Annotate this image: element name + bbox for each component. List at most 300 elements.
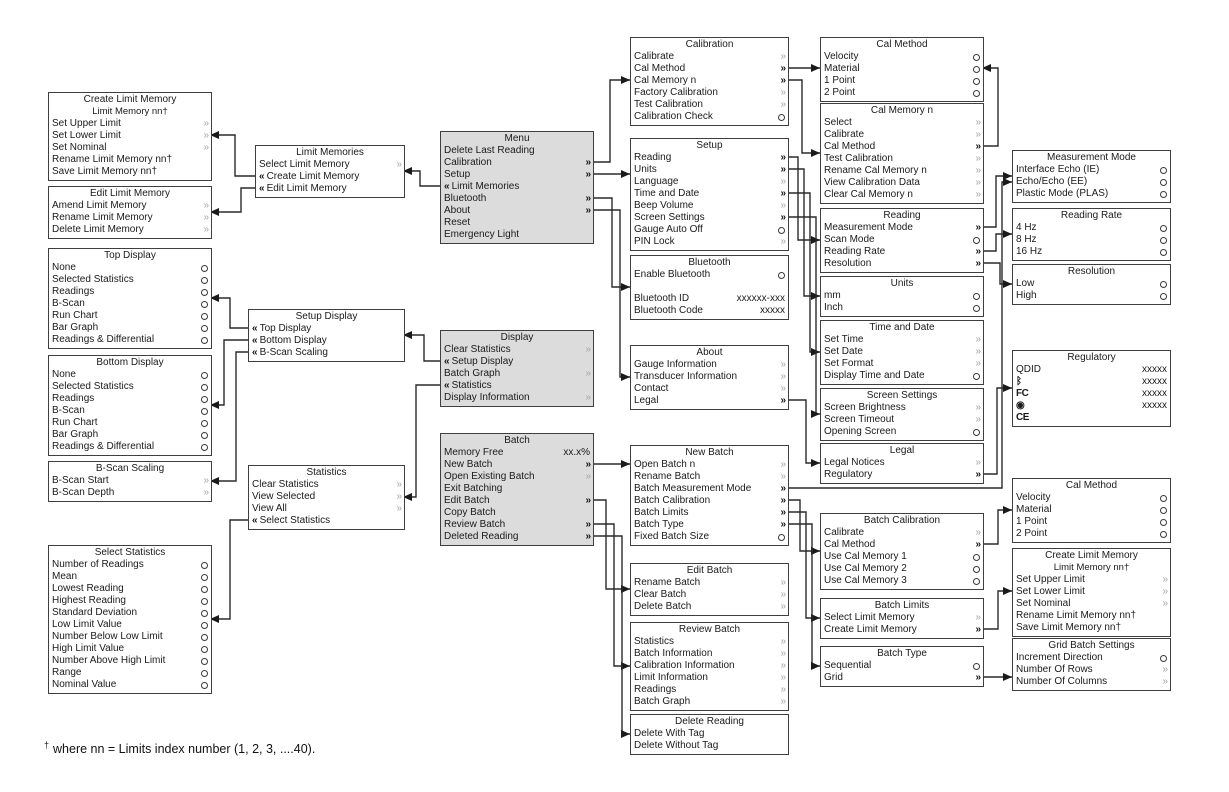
item-label: Set Format bbox=[824, 358, 874, 369]
screen-chevron-icon: » bbox=[975, 334, 980, 345]
item-label: Beep Volume bbox=[634, 200, 694, 211]
menu-item bbox=[631, 99, 788, 111]
item-label: mm bbox=[824, 290, 841, 301]
item-label: Select Statistics bbox=[259, 515, 331, 526]
screen-chevron-icon: » bbox=[203, 200, 208, 211]
item-label: Calibration Information bbox=[634, 660, 735, 671]
item-label: View All bbox=[252, 503, 287, 514]
connector bbox=[982, 510, 1012, 544]
menu-item bbox=[821, 575, 983, 587]
connector bbox=[210, 352, 248, 481]
connector bbox=[982, 68, 998, 146]
connector bbox=[787, 80, 820, 153]
menu-item bbox=[256, 183, 404, 195]
menu-item bbox=[821, 246, 983, 258]
radio-icon bbox=[201, 670, 208, 677]
box-reading-rate bbox=[1012, 208, 1171, 261]
item-label: Set Nominal bbox=[52, 142, 107, 153]
item-label: Fixed Batch Size bbox=[634, 531, 710, 542]
menu-item bbox=[441, 181, 593, 193]
box-title: Time and Date bbox=[869, 322, 935, 333]
item-value: xxxxx bbox=[1142, 400, 1167, 411]
box-title: About bbox=[696, 347, 723, 358]
box-title: Setup bbox=[696, 140, 723, 151]
menu-item bbox=[821, 402, 983, 414]
menu-item bbox=[631, 75, 788, 87]
item-label: QDID bbox=[1016, 364, 1041, 375]
radio-icon bbox=[973, 293, 980, 300]
box-cal-method-2 bbox=[1012, 478, 1171, 543]
box-title: Regulatory bbox=[1067, 352, 1116, 363]
menu-item bbox=[631, 152, 788, 164]
item-label: Cal Method bbox=[824, 539, 876, 550]
menu-item bbox=[821, 141, 983, 153]
item-label: Edit Batch bbox=[444, 495, 490, 506]
radio-icon bbox=[1160, 281, 1167, 288]
menu-item bbox=[631, 601, 788, 613]
submenu-chevron-icon: » bbox=[975, 246, 980, 257]
item-label: Set Date bbox=[824, 346, 863, 357]
menu-item bbox=[631, 164, 788, 176]
radio-icon bbox=[1160, 495, 1167, 502]
screen-chevron-icon: » bbox=[780, 359, 785, 370]
item-label: Setup bbox=[444, 169, 471, 180]
menu-item bbox=[49, 393, 211, 405]
menu-item bbox=[631, 281, 788, 293]
connector bbox=[210, 340, 248, 405]
submenu-chevron-icon: » bbox=[780, 212, 785, 223]
item-label: Reading Rate bbox=[824, 246, 886, 257]
menu-item bbox=[256, 159, 404, 171]
screen-chevron-icon: » bbox=[203, 475, 208, 486]
back-chevron-icon: « bbox=[259, 171, 264, 182]
menu-item bbox=[1013, 412, 1170, 424]
item-label: Select bbox=[824, 117, 852, 128]
screen-chevron-icon: » bbox=[203, 130, 208, 141]
item-label: Display Information bbox=[444, 392, 530, 403]
screen-chevron-icon: » bbox=[780, 684, 785, 695]
box-title: Bottom Display bbox=[96, 357, 164, 368]
menu-item bbox=[631, 200, 788, 212]
menu-item bbox=[821, 51, 983, 63]
screen-chevron-icon: » bbox=[396, 503, 401, 514]
menu-item bbox=[821, 563, 983, 575]
box-title: Delete Reading bbox=[675, 716, 744, 727]
item-label: Deleted Reading bbox=[444, 531, 519, 542]
menu-item bbox=[249, 515, 404, 527]
radio-icon bbox=[1160, 293, 1167, 300]
item-label: Calibrate bbox=[824, 129, 865, 140]
item-label: View Selected bbox=[252, 491, 316, 502]
item-label: Clear Batch bbox=[634, 589, 687, 600]
screen-chevron-icon: » bbox=[975, 189, 980, 200]
radio-icon bbox=[1160, 249, 1167, 256]
screen-chevron-icon: » bbox=[780, 87, 785, 98]
screen-chevron-icon: » bbox=[780, 99, 785, 110]
item-label: Screen Settings bbox=[634, 212, 705, 223]
item-label: Bar Graph bbox=[52, 429, 99, 440]
item-label: Use Cal Memory 1 bbox=[824, 551, 907, 562]
submenu-chevron-icon: » bbox=[780, 395, 785, 406]
menu-item bbox=[631, 684, 788, 696]
menu-item bbox=[821, 457, 983, 469]
box-delete-reading bbox=[630, 714, 789, 755]
menu-item bbox=[49, 441, 211, 453]
back-chevron-icon: « bbox=[252, 347, 257, 358]
item-label: Increment Direction bbox=[1016, 652, 1103, 663]
menu-item bbox=[631, 395, 788, 407]
box-title: Top Display bbox=[104, 250, 156, 261]
box-legal bbox=[820, 443, 984, 484]
box-statistics bbox=[248, 465, 405, 530]
menu-item bbox=[49, 595, 211, 607]
screen-chevron-icon: » bbox=[780, 696, 785, 707]
menu-item bbox=[1013, 598, 1170, 610]
item-label: Number Above High Limit bbox=[52, 655, 166, 666]
menu-item bbox=[49, 655, 211, 667]
screen-chevron-icon: » bbox=[975, 153, 980, 164]
item-label: Save Limit Memory nn† bbox=[52, 166, 158, 177]
radio-icon bbox=[201, 634, 208, 641]
item-label: Open Existing Batch bbox=[444, 471, 535, 482]
screen-chevron-icon: » bbox=[975, 165, 980, 176]
item-label: Set Upper Limit bbox=[1016, 574, 1085, 585]
radio-icon bbox=[1160, 655, 1167, 662]
menu-item bbox=[821, 129, 983, 141]
item-label: Set Lower Limit bbox=[1016, 586, 1085, 597]
box-title: Cal Method bbox=[1065, 480, 1118, 491]
item-label: Legal Notices bbox=[824, 457, 885, 468]
menu-item bbox=[441, 169, 593, 181]
box-screen-settings bbox=[820, 388, 984, 441]
screen-chevron-icon: » bbox=[780, 51, 785, 62]
menu-item bbox=[49, 142, 211, 154]
menu-item bbox=[441, 495, 593, 507]
radio-icon bbox=[973, 305, 980, 312]
back-chevron-icon: « bbox=[252, 515, 257, 526]
submenu-chevron-icon: » bbox=[585, 495, 590, 506]
menu-item bbox=[631, 293, 788, 305]
submenu-chevron-icon: » bbox=[585, 205, 590, 216]
box-bluetooth bbox=[630, 255, 789, 320]
box-display bbox=[440, 330, 594, 407]
box-title: Create Limit Memory bbox=[83, 94, 177, 105]
box-title: Reading bbox=[883, 210, 921, 221]
menu-item bbox=[249, 491, 404, 503]
item-label: Number Below Low Limit bbox=[52, 631, 163, 642]
item-label: Interface Echo (IE) bbox=[1016, 164, 1100, 175]
item-label: 1 Point bbox=[824, 75, 856, 86]
item-label: Material bbox=[1016, 504, 1052, 515]
menu-item bbox=[49, 559, 211, 571]
item-value: xxxxx bbox=[1142, 364, 1167, 375]
item-label: Legal bbox=[634, 395, 659, 406]
radio-icon bbox=[201, 384, 208, 391]
item-value: xx.x% bbox=[563, 447, 590, 458]
radio-icon bbox=[778, 272, 785, 279]
submenu-chevron-icon: » bbox=[585, 459, 590, 470]
screen-chevron-icon: » bbox=[780, 383, 785, 394]
connector bbox=[787, 400, 820, 463]
radio-icon bbox=[201, 301, 208, 308]
screen-chevron-icon: » bbox=[975, 414, 980, 425]
menu-item bbox=[631, 577, 788, 589]
radio-icon bbox=[201, 396, 208, 403]
menu-item bbox=[1013, 364, 1170, 376]
item-label: Rename Limit Memory nn† bbox=[52, 154, 173, 165]
radio-icon bbox=[778, 227, 785, 234]
menu-item bbox=[49, 631, 211, 643]
radio-icon bbox=[201, 337, 208, 344]
menu-item bbox=[821, 87, 983, 99]
item-label: Open Batch n bbox=[634, 459, 696, 470]
item-value: xxxxx bbox=[760, 305, 785, 316]
menu-item bbox=[249, 323, 404, 335]
item-label: Lowest Reading bbox=[52, 583, 124, 594]
back-chevron-icon: « bbox=[444, 181, 449, 192]
connector bbox=[210, 188, 255, 212]
submenu-chevron-icon: » bbox=[975, 222, 980, 233]
menu-item bbox=[1013, 290, 1170, 302]
item-label: Run Chart bbox=[52, 417, 98, 428]
screen-chevron-icon: » bbox=[780, 577, 785, 588]
box-edit-limit-memory bbox=[48, 186, 212, 239]
item-label: Plastic Mode (PLAS) bbox=[1016, 188, 1109, 199]
item-label: Number Of Rows bbox=[1016, 664, 1093, 675]
item-label: Selected Statistics bbox=[52, 274, 134, 285]
box-calibration bbox=[630, 37, 789, 126]
item-label: Gauge Information bbox=[634, 359, 717, 370]
item-label: Set Nominal bbox=[1016, 598, 1071, 609]
item-label: Select Limit Memory bbox=[824, 612, 915, 623]
item-label: Edit Limit Memory bbox=[266, 183, 347, 194]
box-subtitle: Limit Memory nn† bbox=[92, 106, 168, 117]
menu-item bbox=[1013, 222, 1170, 234]
menu-item bbox=[631, 236, 788, 248]
item-label: Save Limit Memory nn† bbox=[1016, 622, 1122, 633]
connector bbox=[982, 388, 1012, 474]
screen-chevron-icon: » bbox=[203, 224, 208, 235]
radio-icon bbox=[1160, 167, 1167, 174]
menu-item bbox=[49, 405, 211, 417]
menu-item bbox=[1013, 652, 1170, 664]
box-title: Review Batch bbox=[678, 624, 741, 635]
box-limit-memories bbox=[255, 145, 405, 198]
item-label: Nominal Value bbox=[52, 679, 117, 690]
radio-icon bbox=[973, 429, 980, 436]
box-title: Menu bbox=[504, 133, 530, 144]
menu-item bbox=[631, 672, 788, 684]
box-title: Batch Type bbox=[877, 648, 927, 659]
menu-item bbox=[631, 212, 788, 224]
submenu-chevron-icon: » bbox=[780, 63, 785, 74]
box-time-and-date bbox=[820, 320, 984, 385]
radio-icon bbox=[973, 237, 980, 244]
box-title: Bluetooth bbox=[688, 257, 731, 268]
item-label: Readings & Differential bbox=[52, 334, 155, 345]
item-label: Readings & Differential bbox=[52, 441, 155, 452]
item-label: Reading bbox=[634, 152, 672, 163]
screen-chevron-icon: » bbox=[203, 118, 208, 129]
item-label: Delete Without Tag bbox=[634, 740, 719, 751]
menu-item bbox=[631, 483, 788, 495]
item-label: Mean bbox=[52, 571, 78, 582]
menu-item bbox=[49, 679, 211, 691]
menu-item bbox=[249, 503, 404, 515]
item-label: Exit Batching bbox=[444, 483, 503, 494]
menu-item bbox=[49, 130, 211, 142]
item-label: Inch bbox=[824, 302, 843, 313]
box-measurement-mode bbox=[1012, 150, 1171, 203]
item-label: High Limit Value bbox=[52, 643, 125, 654]
item-label: Bluetooth ID bbox=[634, 293, 690, 304]
menu-item bbox=[821, 426, 983, 438]
item-label: Limit Information bbox=[634, 672, 708, 683]
item-label: Statistics bbox=[451, 380, 492, 391]
menu-item bbox=[631, 87, 788, 99]
menu-item bbox=[49, 286, 211, 298]
item-label: Select Limit Memory bbox=[259, 159, 350, 170]
box-about bbox=[630, 345, 789, 410]
menu-item bbox=[441, 483, 593, 495]
menu-item bbox=[821, 165, 983, 177]
submenu-chevron-icon: » bbox=[975, 624, 980, 635]
radio-icon bbox=[201, 408, 208, 415]
menu-item bbox=[821, 75, 983, 87]
connector bbox=[210, 520, 248, 619]
radio-icon bbox=[201, 420, 208, 427]
radio-icon bbox=[201, 610, 208, 617]
item-label: Opening Screen bbox=[824, 426, 897, 437]
menu-item bbox=[1013, 176, 1170, 188]
menu-item bbox=[441, 392, 593, 404]
back-chevron-icon: « bbox=[444, 380, 449, 391]
menu-item bbox=[821, 189, 983, 201]
item-value: xxxxx bbox=[1142, 376, 1167, 387]
item-label: Clear Cal Memory n bbox=[824, 189, 913, 200]
connector bbox=[982, 263, 1012, 284]
box-create-limit-memory bbox=[48, 92, 212, 181]
connector bbox=[787, 512, 820, 618]
item-label: 2 Point bbox=[1016, 528, 1048, 539]
menu-item bbox=[49, 154, 211, 166]
item-label: Copy Batch bbox=[444, 507, 496, 518]
screen-chevron-icon: » bbox=[1162, 586, 1167, 597]
menu-item bbox=[1013, 516, 1170, 528]
menu-item bbox=[821, 527, 983, 539]
connector bbox=[210, 298, 248, 328]
menu-item bbox=[441, 344, 593, 356]
item-label: Batch Graph bbox=[634, 696, 691, 707]
box-title: Reading Rate bbox=[1060, 210, 1123, 221]
connector bbox=[403, 171, 440, 186]
menu-item bbox=[631, 371, 788, 383]
menu-item bbox=[631, 224, 788, 236]
box-title: Cal Method bbox=[876, 39, 928, 50]
radio-icon bbox=[201, 586, 208, 593]
radio-icon bbox=[201, 562, 208, 569]
item-label: Readings bbox=[52, 393, 95, 404]
connector bbox=[403, 385, 440, 497]
item-label: Batch Measurement Mode bbox=[634, 483, 752, 494]
item-label: Set Upper Limit bbox=[52, 118, 121, 129]
menu-item bbox=[49, 475, 211, 487]
item-label: Delete Limit Memory bbox=[52, 224, 144, 235]
item-label: Measurement Mode bbox=[824, 222, 913, 233]
submenu-chevron-icon: » bbox=[585, 193, 590, 204]
screen-chevron-icon: » bbox=[396, 491, 401, 502]
screen-chevron-icon: » bbox=[975, 129, 980, 140]
box-title: Display bbox=[500, 332, 534, 343]
menu-item bbox=[49, 369, 211, 381]
connector bbox=[592, 536, 630, 734]
box-title: Measurement Mode bbox=[1047, 152, 1136, 163]
screen-chevron-icon: » bbox=[396, 479, 401, 490]
item-label: Standard Deviation bbox=[52, 607, 138, 618]
menu-item bbox=[49, 667, 211, 679]
radio-icon bbox=[1160, 191, 1167, 198]
item-label: Factory Calibration bbox=[634, 87, 718, 98]
menu-item bbox=[441, 229, 593, 241]
item-label: Gauge Auto Off bbox=[634, 224, 703, 235]
submenu-chevron-icon: » bbox=[780, 75, 785, 86]
menu-item bbox=[631, 519, 788, 531]
item-label: High bbox=[1016, 290, 1037, 301]
menu-item bbox=[441, 368, 593, 380]
menu-item bbox=[49, 310, 211, 322]
submenu-chevron-icon: » bbox=[975, 539, 980, 550]
screen-chevron-icon: » bbox=[1162, 598, 1167, 609]
screen-chevron-icon: » bbox=[975, 358, 980, 369]
screen-chevron-icon: » bbox=[780, 648, 785, 659]
radio-icon bbox=[973, 663, 980, 670]
screen-chevron-icon: » bbox=[1162, 664, 1167, 675]
connector bbox=[592, 524, 630, 666]
screen-chevron-icon: » bbox=[780, 459, 785, 470]
menu-item bbox=[631, 589, 788, 601]
menu-item bbox=[49, 262, 211, 274]
item-label: Selected Statistics bbox=[52, 381, 134, 392]
menu-item bbox=[49, 607, 211, 619]
menu-item bbox=[49, 322, 211, 334]
radio-icon bbox=[973, 54, 980, 61]
menu-item bbox=[821, 660, 983, 672]
menu-item bbox=[821, 624, 983, 636]
item-label: Delete Batch bbox=[634, 601, 692, 612]
menu-item bbox=[49, 118, 211, 130]
item-label: Units bbox=[634, 164, 657, 175]
menu-item bbox=[821, 612, 983, 624]
menu-item bbox=[1013, 610, 1170, 622]
menu-item bbox=[821, 234, 983, 246]
item-label: Rename Batch bbox=[634, 471, 701, 482]
menu-item bbox=[1013, 528, 1170, 540]
item-label: Range bbox=[52, 667, 82, 678]
box-create-limit-memory-2 bbox=[1012, 548, 1171, 637]
box-title: Batch Limits bbox=[874, 600, 930, 611]
box-bottom-display bbox=[48, 355, 212, 456]
menu-item bbox=[631, 459, 788, 471]
item-label: Statistics bbox=[634, 636, 675, 647]
screen-chevron-icon: » bbox=[396, 159, 401, 170]
item-label: Emergency Light bbox=[444, 229, 520, 240]
item-label bbox=[634, 281, 785, 293]
item-label: Number Of Columns bbox=[1016, 676, 1108, 687]
menu-item bbox=[441, 157, 593, 169]
radio-icon bbox=[973, 78, 980, 85]
menu-item bbox=[631, 305, 788, 317]
submenu-chevron-icon: » bbox=[585, 519, 590, 530]
